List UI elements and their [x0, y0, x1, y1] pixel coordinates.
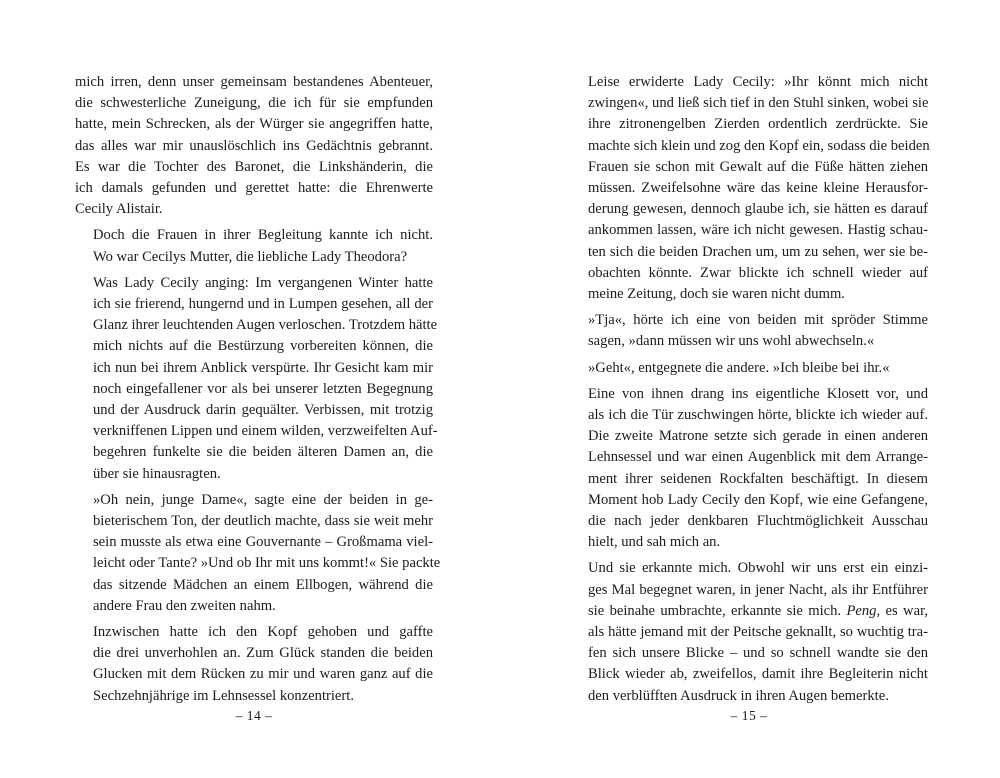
paragraph [75, 490, 441, 617]
text-line: die nach jeder denkbaren Fluchtmöglichkeit Ausschau [588, 513, 928, 530]
text-line: ankommen lassen, wäre ich nicht gewesen. Hastig schau- [588, 222, 928, 239]
text-line: sein musste als etwa eine Gouvernante – Großmama viel- [93, 534, 433, 551]
text-line: ten sich die beiden Drachen um, um zu sehen, wer sie be- [588, 243, 928, 260]
text-line: und der Ausdruck darin gequälter. Verbissen, mit trotzig [93, 402, 433, 419]
text-line: begehren funkelte sie die beiden älteren Damen an, die [93, 444, 433, 461]
text-line: fen sich unsere Blicke – und so schnell wandte sie den [588, 645, 928, 662]
text-line: Was Lady Cecily anging: Im vergangenen Winter hatte [93, 274, 433, 291]
paragraph [75, 273, 438, 485]
paragraph [570, 72, 928, 305]
text-line: hielt, und sah mich an. [588, 534, 721, 551]
text-line: Sechzehnjährige im Lehnsessel konzentriert. [93, 687, 354, 704]
text-line: Inzwischen hatte ich den Kopf gehoben und gaffte [93, 624, 433, 641]
text-line: das sitzende Mädchen an einem Ellbogen, während die [93, 576, 433, 593]
text-line: Cecily Alistair. [75, 201, 163, 218]
text-line: die drei unverhohlen an. Zum Glück standen die beiden [93, 645, 433, 662]
text-line: Eine von ihnen drang ins eigentliche Klosett vor, und [588, 385, 928, 402]
paragraph [75, 225, 433, 267]
text-line: als ich die Tür zuschwingen hörte, blickte ich wieder auf. [588, 407, 928, 424]
page-number-right: – 15 – [730, 708, 768, 723]
text-line: zwingen«, und ließ sich tief in den Stuhl sinken, wobei sie [588, 95, 929, 112]
text-line: müssen. Zweifelsohne wäre das keine kleine Herausfor- [588, 180, 928, 197]
text-line: verkniffenen Lippen und einem wilden, verzweifelten Auf- [93, 423, 438, 440]
text-line: ich damals gefunden und gerettet hatte: die Ehrenwerte [75, 180, 433, 197]
paragraph [75, 622, 433, 707]
text-line: Lehnsessel und war einen Augenblick mit dem Arrange- [588, 449, 928, 466]
page-number-left: – 14 – [235, 708, 273, 723]
paragraph [570, 558, 928, 706]
emphasis-peng: Peng [846, 602, 877, 619]
text-line: sie beinahe umbrachte, erkannte sie mich. Peng, es war, [588, 602, 928, 619]
text-line: Und sie erkannte mich. Obwohl wir uns erst ein einzi- [588, 560, 928, 577]
text-line: andere Frau den zweiten nahm. [93, 597, 276, 614]
text-line: obachten könnte. Zwar blickte ich schnell wieder auf [588, 264, 928, 281]
text-line: ihre zitronengelben Zierden ordentlich zerdrückte. Sie [588, 116, 928, 133]
text-line: mich nichts auf die Bestürzung vorbereiten können, die [93, 338, 433, 355]
text-line: sagen, »dann müssen wir uns wohl abwechseln.« [588, 333, 875, 350]
text-line: als hätte jemand mit der Peitsche geknallt, so wuchtig tra- [588, 624, 928, 641]
text-line: »Geht«, entgegnete die andere. »Ich bleibe bei ihr.« [588, 359, 890, 376]
left-page [75, 72, 441, 707]
text-line: leicht oder Tante? »Und ob Ihr mit uns kommt!« Sie packte [93, 555, 441, 572]
text-line: meine Zeitung, doch sie waren nicht dumm. [588, 286, 845, 303]
text-line: das alles war mir unauslöschlich ins Gedächtnis gebrannt. [75, 137, 433, 154]
text-line: ment ihrer seidenen Rockfalten beschäftigt. In diesem [588, 470, 928, 487]
right-page [570, 72, 928, 707]
text-line: Glucken mit dem Rücken zu mir und waren ganz auf die [93, 666, 433, 683]
text-line: die schwesterliche Zuneigung, die ich für sie empfunden [75, 95, 433, 112]
text-line: Blick wieder ab, zweifellos, damit ihre Begleiterin nicht [588, 666, 928, 683]
text-line: Doch die Frauen in ihrer Begleitung kannte ich nicht. [93, 227, 433, 244]
text-line: Es war die Tochter des Baronet, die Linkshänderin, die [75, 158, 433, 175]
text-line: noch eingefallener vor als bei unserer letzten Begegnung [93, 380, 433, 397]
text-line: ich sie frierend, hungernd und in Lumpen gesehen, all der [93, 296, 433, 313]
paragraph [75, 72, 433, 220]
text-line: ich nun bei ihrem Anblick verspürte. Ihr Gesicht kam mir [93, 359, 433, 376]
text-line: »Tja«, hörte ich eine von beiden mit spröder Stimme [588, 312, 928, 329]
text-line: den verblüfften Ausdruck in ihren Augen bemerkte. [588, 687, 889, 704]
text-line: Leise erwiderte Lady Cecily: »Ihr könnt mich nicht [588, 74, 928, 90]
text-line: bieterischem Ton, der deutlich machte, dass sie weit mehr [93, 513, 433, 530]
text-line: Die zweite Matrone setzte sich gerade in einen anderen [588, 428, 928, 445]
text-line: über sie hinausragten. [93, 465, 221, 482]
text-line: machte sich klein und zog den Kopf ein, sodass die beiden [588, 137, 930, 154]
text-line: Frauen sie schon mit Gewalt auf die Füße hätten ziehen [588, 158, 928, 175]
text-line: mich irren, denn unser gemeinsam bestandenes Abenteuer, [75, 74, 433, 90]
text-line: Moment hob Lady Cecily den Kopf, wie eine Gefangene, [588, 491, 928, 508]
text-line: ges Mal begegnet waren, in jener Nacht, als ihr Entführer [588, 581, 928, 598]
text-line: Glanz ihrer leuchtenden Augen verloschen. Trotzdem hätte [93, 317, 438, 334]
text-line: derung gewesen, dennoch glaube ich, sie hätten es darauf [588, 201, 928, 218]
paragraph [570, 384, 928, 554]
text-line: hatte, mein Schrecken, als der Würger sie angegriffen hatte, [75, 116, 433, 133]
paragraph [570, 310, 928, 352]
text-line: »Oh nein, junge Dame«, sagte eine der beiden in ge- [93, 491, 433, 508]
paragraph [570, 358, 928, 379]
text-line: Wo war Cecilys Mutter, die liebliche Lady Theodora? [93, 248, 408, 265]
